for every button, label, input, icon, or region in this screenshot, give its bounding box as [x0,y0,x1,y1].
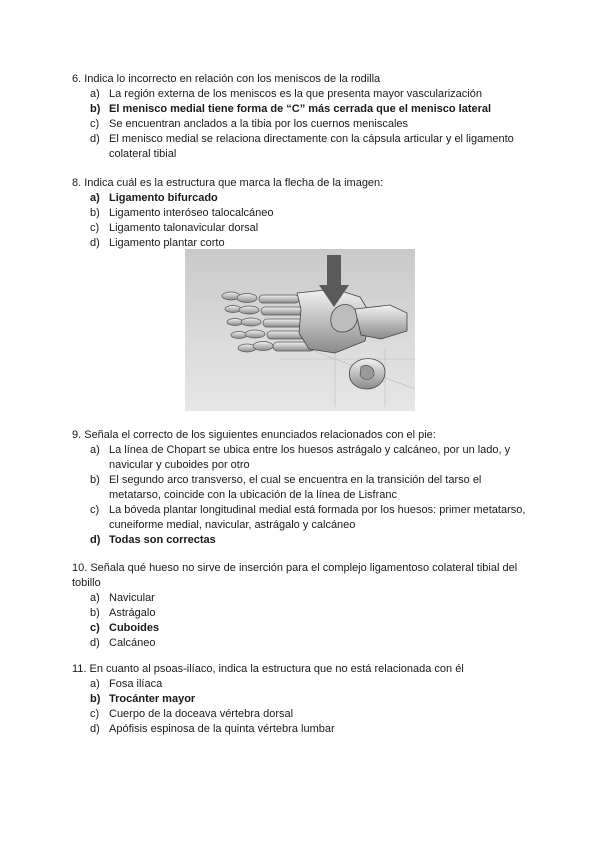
option-text: Cuerpo de la doceava vértebra dorsal [109,708,294,720]
option-letter: b) [90,474,100,486]
option-text: La bóveda plantar longitudinal medial está formada por los huesos: primer metatarso, cuneiforme medial, navicular, astrágalo y calcáneo [109,504,526,531]
option-c [72,117,536,132]
option-letter: a) [90,592,100,604]
option-text: Trocánter mayor [109,693,196,705]
option-text: El menisco medial tiene forma de “C” más cerrada que el menisco lateral [109,103,492,115]
option-letter: a) [90,88,100,100]
question-stem: 8. Indica cuál es la estructura que marca la flecha de la imagen: [72,177,384,189]
option-text: El segundo arco transverso, el cual se encuentra en la transición del tarso el metatarso, coincide con la ubicación de la línea de Lisfranc [109,474,482,501]
option-letter: a) [90,678,100,690]
option-a [72,591,536,606]
question-stem: 6. Indica lo incorrecto en relación con los meniscos de la rodilla [72,73,381,85]
option-text: La línea de Chopart se ubica entre los huesos astrágalo y calcáneo, por un lado, y navicular y cuboides por otro [109,444,511,471]
foot-skeleton-drawing [185,249,415,411]
question-stem: 11. En cuanto al psoas-ilíaco, indica la estructura que no está relacionada con él [72,663,464,675]
option-b-correct [72,102,536,117]
option-letter: b) [90,103,101,115]
option-letter: c) [90,118,100,130]
option-text: Fosa ilíaca [109,678,163,690]
option-letter: a) [90,192,100,204]
option-letter: d) [90,237,100,249]
option-c-correct [72,621,536,636]
option-letter: c) [90,708,100,720]
foot-skeleton-image [185,249,415,411]
question-11 [72,662,536,737]
option-c [72,503,536,533]
option-c [72,707,536,722]
option-d-correct [72,533,536,548]
option-list [72,191,536,251]
option-a [72,87,536,102]
option-letter: b) [90,607,100,619]
question-8 [72,176,536,251]
option-b [72,606,536,621]
option-d [72,132,536,162]
option-letter: a) [90,444,100,456]
option-text: Apófisis espinosa de la quinta vértebra lumbar [109,723,335,735]
option-list [72,677,536,737]
option-letter: c) [90,222,100,234]
option-text: Navicular [109,592,155,604]
question-9 [72,428,536,548]
option-letter: d) [90,133,100,145]
option-letter: d) [90,637,100,649]
option-text: La región externa de los meniscos es la que presenta mayor vascularización [109,88,482,100]
option-list [72,443,536,548]
option-text: Cuboides [109,622,160,634]
option-letter: c) [90,504,100,516]
option-b-correct [72,692,536,707]
option-letter: d) [90,723,100,735]
option-a [72,443,536,473]
option-a [72,677,536,692]
option-b [72,206,536,221]
option-letter: c) [90,622,100,634]
option-list [72,591,536,651]
option-text: Se encuentran anclados a la tibia por los cuernos meniscales [109,118,409,130]
option-text: Todas son correctas [109,534,216,546]
option-d [72,722,536,737]
option-d [72,636,536,651]
option-text: El menisco medial se relaciona directamente con la cápsula articular y el ligamento colateral tibial [109,133,514,160]
question-stem: 9. Señala el correcto de los siguientes enunciados relacionados con el pie: [72,429,436,441]
option-letter: b) [90,693,101,705]
option-letter: b) [90,207,100,219]
option-text: Ligamento bifurcado [109,192,218,204]
option-c [72,221,536,236]
option-text: Calcáneo [109,637,156,649]
question-stem: 10. Señala qué hueso no sirve de inserción para el complejo ligamentoso colateral tibial del tobillo [72,562,518,589]
option-b [72,473,536,503]
option-text: Ligamento talonavicular dorsal [109,222,259,234]
option-a-correct [72,191,536,206]
option-letter: d) [90,534,101,546]
option-text: Ligamento plantar corto [109,237,225,249]
option-text: Astrágalo [109,607,156,619]
option-text: Ligamento interóseo talocalcáneo [109,207,274,219]
question-10 [72,561,536,651]
question-6 [72,72,536,162]
option-list [72,87,536,162]
